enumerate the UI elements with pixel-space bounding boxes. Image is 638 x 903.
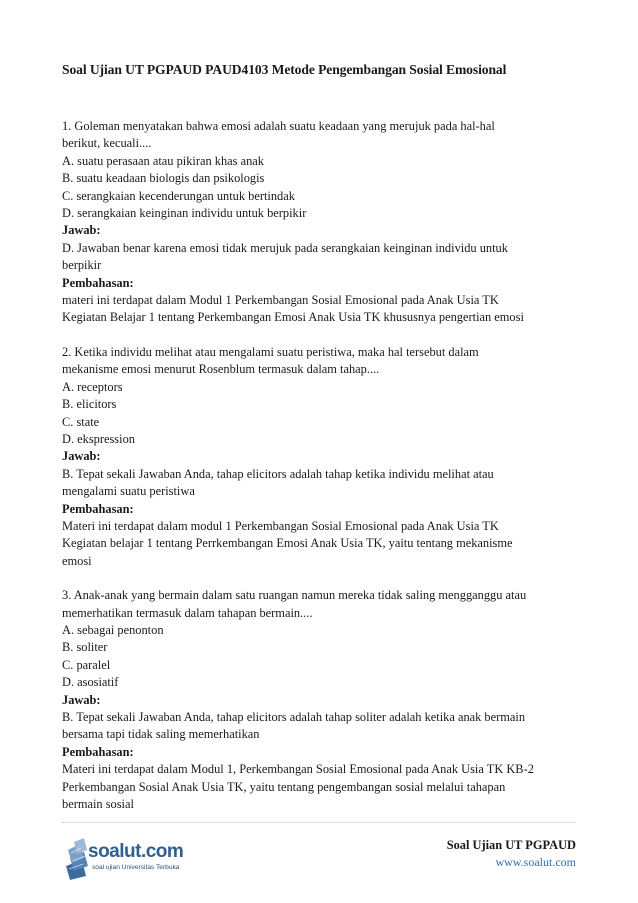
- explanation-text: materi ini terdapat dalam Modul 1 Perkembangan Sosial Emosional pada Anak Usia TK: [62, 293, 499, 308]
- question-list: [62, 118, 582, 813]
- answer-option: B. soliter: [62, 640, 108, 655]
- answer-text: bersama tapi tidak saling memerhatikan: [62, 727, 260, 742]
- answer-option: A. sebagai penonton: [62, 622, 164, 637]
- answer-text: berpikir: [62, 258, 102, 273]
- question-text: mekanisme emosi menurut Rosenblum termasuk dalam tahap....: [62, 362, 380, 377]
- logo-tagline: soal ujian Universitas Terbuka: [92, 864, 180, 871]
- explanation-text: Kegiatan Belajar 1 tentang Perkembangan Emosi Anak Usia TK khususnya pengertian emosi: [62, 310, 524, 325]
- question-text: memerhatikan termasuk dalam tahapan bermain....: [62, 605, 313, 620]
- question-text: 2. Ketika individu melihat atau mengalami suatu peristiwa, maka hal tersebut dalam: [62, 344, 479, 359]
- explanation-text: Materi ini terdapat dalam modul 1 Perkembangan Sosial Emosional pada Anak Usia TK: [62, 518, 499, 533]
- explanation-text: Kegiatan belajar 1 tentang Perrkembangan Emosi Anak Usia TK, yaitu tentang mekanisme: [62, 536, 513, 551]
- answer-option: B. elicitors: [62, 397, 117, 412]
- footer-title: Soal Ujian UT PGPAUD: [446, 838, 576, 852]
- answer-option: A. suatu perasaan atau pikiran khas anak: [62, 153, 264, 168]
- spacer: [62, 570, 582, 587]
- explanation-text: emosi: [62, 553, 92, 568]
- answer-option: C. state: [62, 414, 100, 429]
- answer-text: B. Tepat sekali Jawaban Anda, tahap elicitors adalah tahap ketika individu melihat atau: [62, 466, 494, 481]
- footer-link[interactable]: www.soalut.com: [495, 855, 576, 869]
- question-block: [62, 344, 582, 570]
- explanation-label: Pembahasan:: [62, 501, 134, 516]
- footer-divider: [62, 822, 576, 823]
- explanation-label: Pembahasan:: [62, 744, 134, 759]
- document-title: Soal Ujian UT PGPAUD PAUD4103 Metode Pengembangan Sosial Emosional: [62, 62, 507, 77]
- answer-option: C. paralel: [62, 657, 111, 672]
- answer-text: mengalami suatu peristiwa: [62, 484, 195, 499]
- answer-option: C. serangkaian kecenderungan untuk bertindak: [62, 188, 295, 203]
- answer-option: B. suatu keadaan biologis dan psikologis: [62, 171, 265, 186]
- explanation-text: Materi ini terdapat dalam Modul 1, Perkembangan Sosial Emosional pada Anak Usia TK KB-2: [62, 762, 534, 777]
- explanation-text: Perkembangan Sosial Anak Usia TK, yaitu tentang pengembangan sosial melalui tahapan: [62, 779, 506, 794]
- answer-label: Jawab:: [62, 692, 101, 707]
- question-text: 3. Anak-anak yang bermain dalam satu ruangan namun mereka tidak saling mengganggu atau: [62, 588, 527, 603]
- answer-option: D. ekspression: [62, 431, 135, 446]
- question-block: [62, 587, 582, 813]
- answer-label: Jawab:: [62, 449, 101, 464]
- answer-option: D. asosiatif: [62, 675, 119, 690]
- answer-option: A. receptors: [62, 379, 123, 394]
- explanation-text: bermain sosial: [62, 797, 134, 812]
- spacer: [62, 327, 582, 344]
- question-text: berikut, kecuali....: [62, 136, 152, 151]
- answer-text: B. Tepat sekali Jawaban Anda, tahap elicitors adalah tahap soliter adalah ketika anak bermain: [62, 710, 526, 724]
- question-block: [62, 118, 582, 327]
- question-text: 1. Goleman menyatakan bahwa emosi adalah suatu keadaan yang merujuk pada hal-hal: [62, 119, 495, 133]
- explanation-label: Pembahasan:: [62, 275, 134, 290]
- answer-option: D. serangkaian keinginan individu untuk berpikir: [62, 206, 307, 221]
- answer-text: D. Jawaban benar karena emosi tidak merujuk pada serangkaian keinginan individu untuk: [62, 240, 508, 255]
- logo-wordmark: soalut.com: [88, 841, 184, 862]
- answer-label: Jawab:: [62, 223, 101, 238]
